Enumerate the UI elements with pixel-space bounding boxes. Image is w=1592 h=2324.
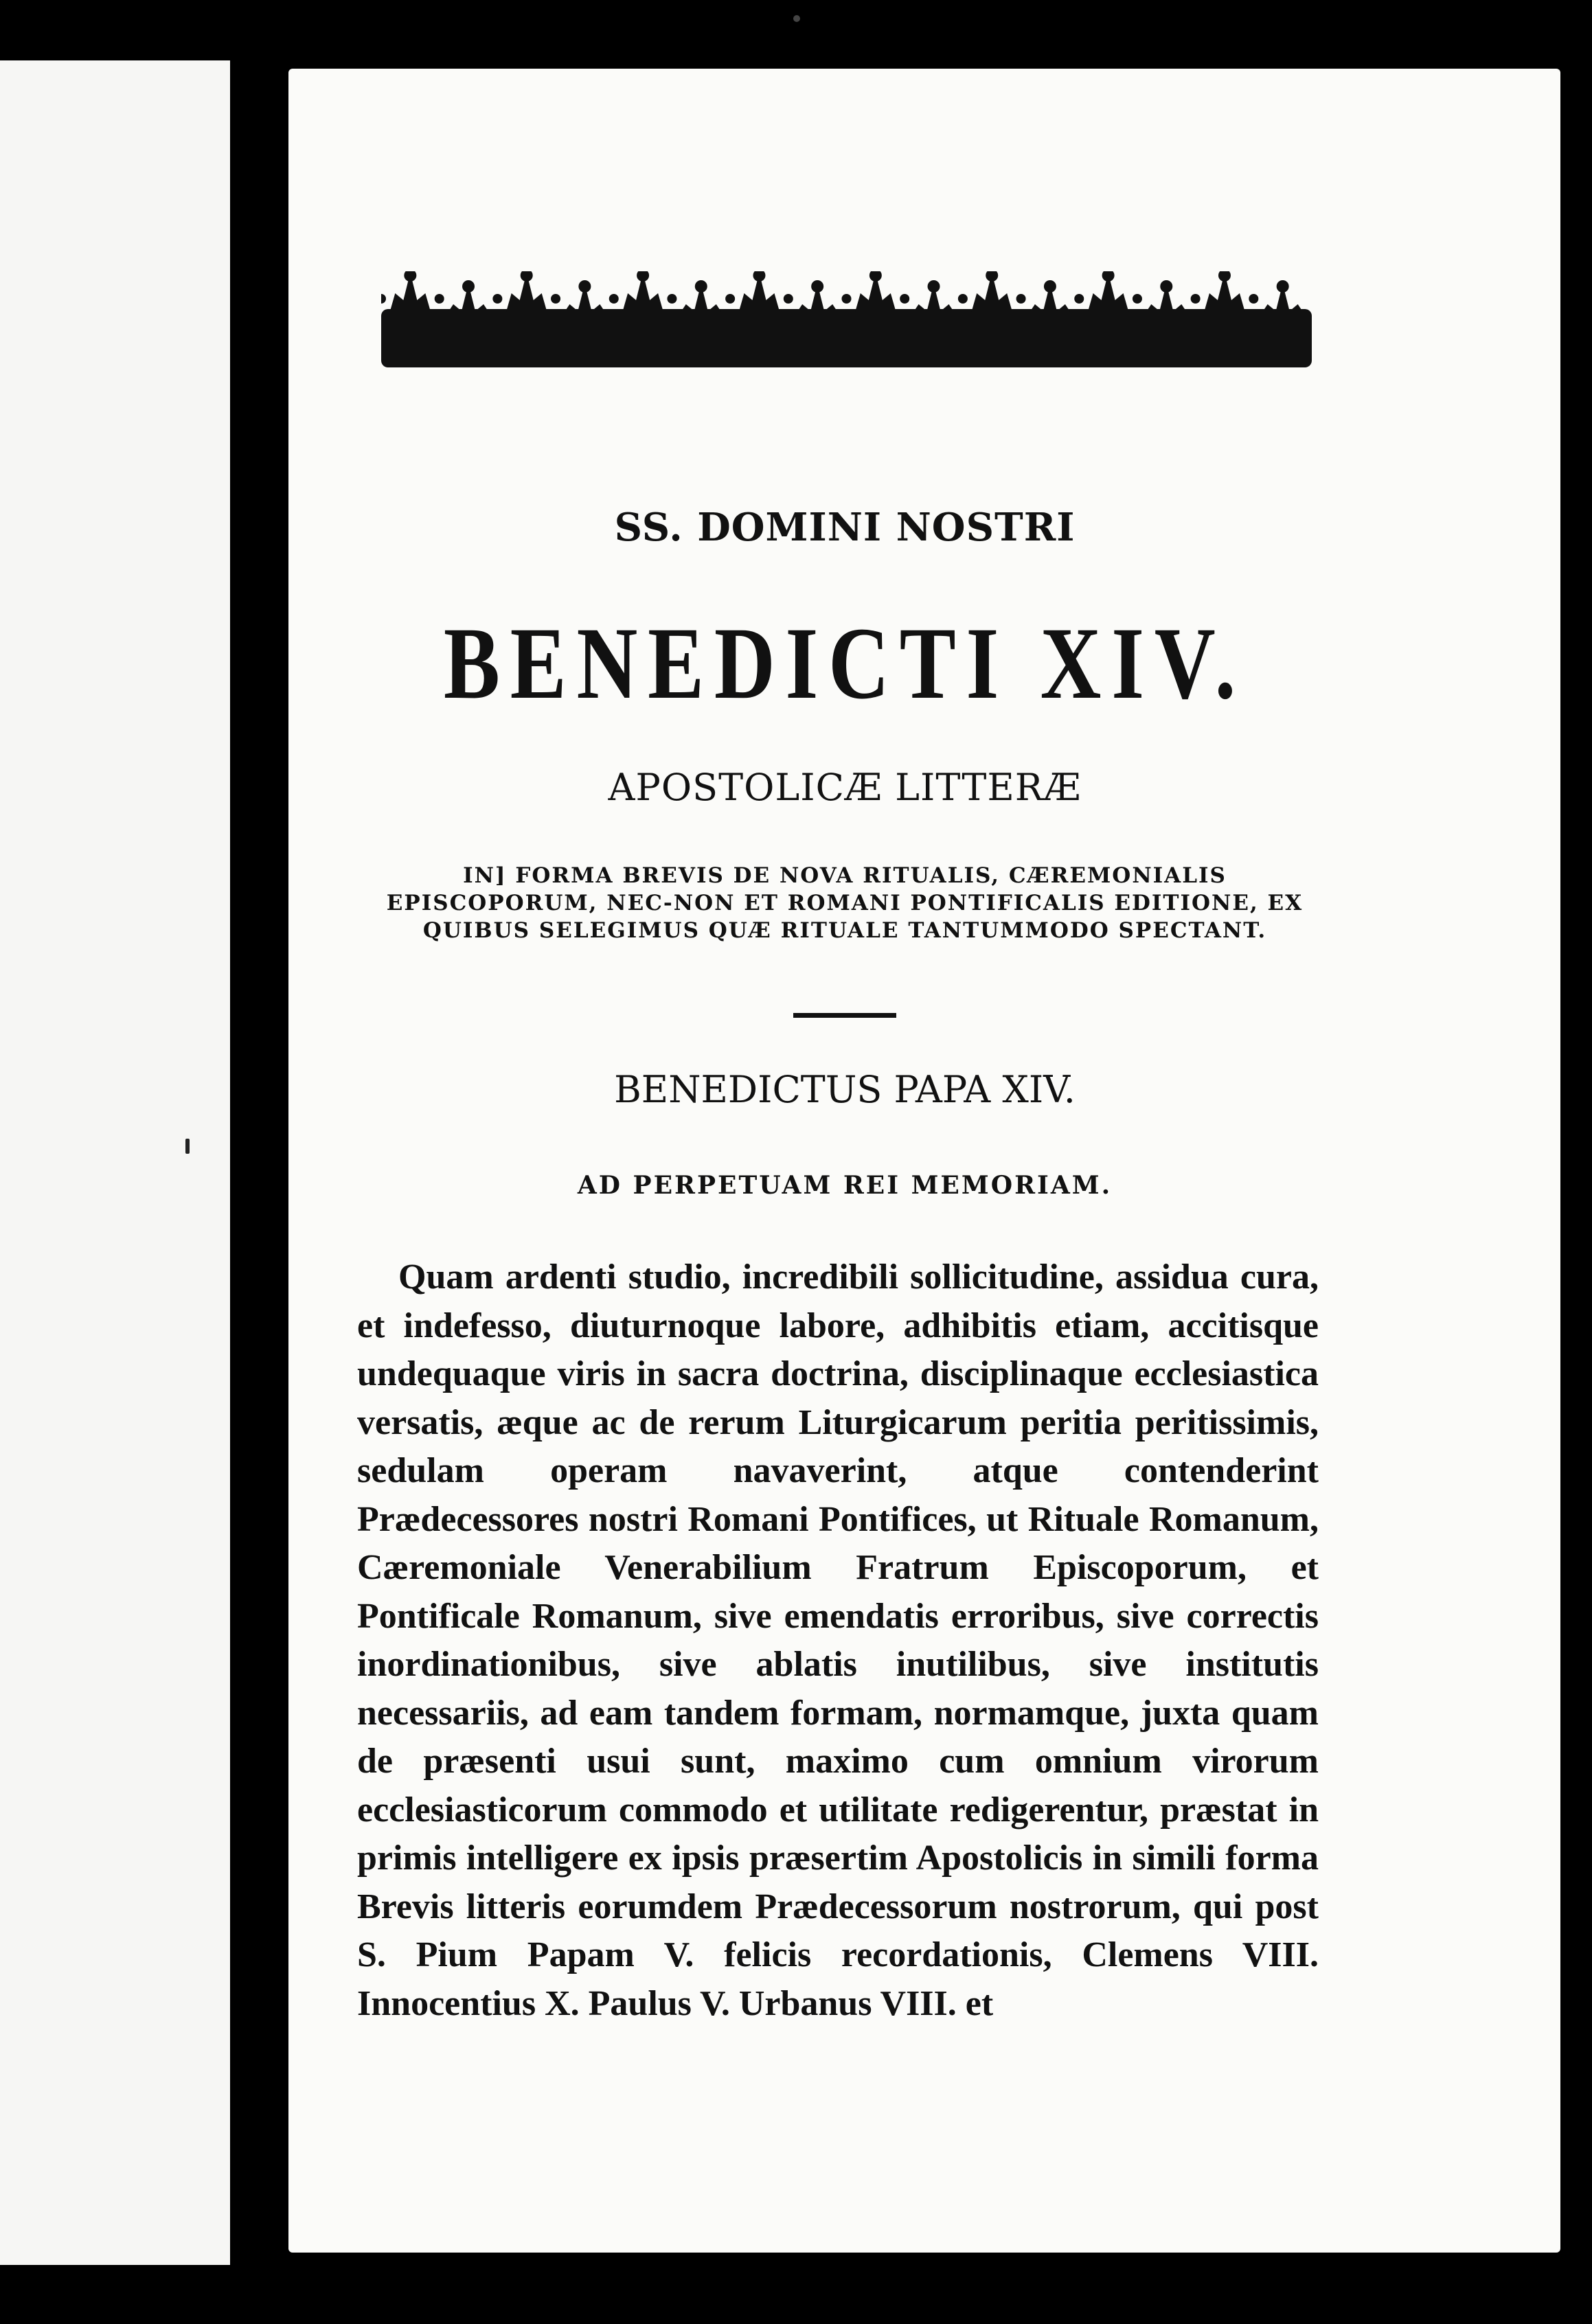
page-mark: [185, 1139, 190, 1154]
heading-line-3: APOSTOLICÆ LITTERÆ: [608, 766, 1082, 809]
section-subtitle: AD PERPETUAM REI MEMORIAM.: [577, 1171, 1113, 1200]
heading-line-2: BENEDICTI XIV.: [443, 606, 1247, 720]
subheading: IN] FORMA BREVIS DE NOVA RITUALIS, CÆREMONIALIS EPISCOPORUM, NEC-NON ET ROMANI PONTIFICALIS EDITIONE, EX QUIBUS SELEGIMUS QUÆ RITUALE TANTUMMODO SPECTANT.: [386, 863, 1304, 943]
divider-rule: [793, 1013, 896, 1018]
decorative-headpiece-ornament: [381, 271, 1312, 367]
left-page-edge: [0, 60, 230, 2265]
body-paragraph: Quam ardenti studio, incredibili sollicitudine, assidua cura, et indefesso, diuturnoque labore, adhibitis etiam, accitisque undequaque viris in sacra doctrina, disciplinaque ecclesiastica versatis, æque ac de rerum Liturgicarum peritia peritissimis, sedulam operam navaverint, atque contenderint Prædecessores nostri Romani Pontifices, ut Rituale Romanum, Cæremoniale Venerabilium Fratrum Episcoporum, et Pontificale Romanum, sive emendatis erroribus, sive correctis inordinationibus, sive ablatis inutilibus, sive institutis necessariis, ad eam tandem formam, normamque, juxta quam de præsenti usui sunt, maximo cum omnium virorum ecclesiasticorum commodo et utilitate redigerentur, præstat in primis intelligere ex ipsis præsertim Apostolicis in simili forma Brevis litteris eorumdem Prædecessorum nostrorum, qui post S. Pium Papam V. felicis recordationis, Clemens VIII. Innocentius X. Paulus V. Urbanus VIII. et: [357, 1257, 1319, 2023]
heading-line-1: SS. DOMINI NOSTRI: [614, 505, 1076, 550]
section-title: BENEDICTUS PAPA XIV.: [614, 1068, 1076, 1111]
scan-speck: [793, 15, 800, 22]
